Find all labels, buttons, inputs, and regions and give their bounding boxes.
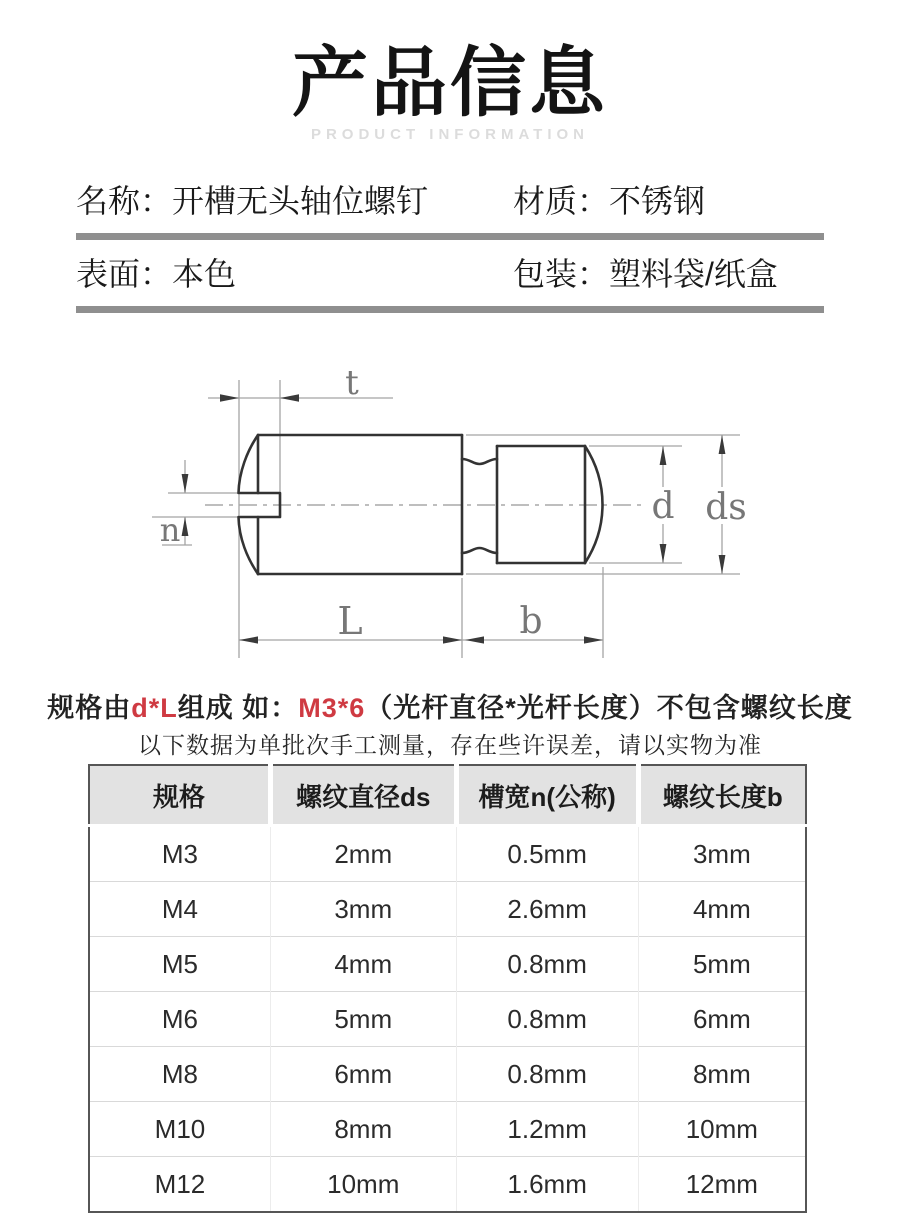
cell-n: 0.5mm <box>456 826 638 882</box>
cell-ds: 8mm <box>270 1102 456 1157</box>
cell-b: 6mm <box>638 992 806 1047</box>
column-header-thread-diameter: 螺纹直径ds <box>270 765 456 826</box>
attribute-value: 开槽无头轴位螺钉 <box>172 183 429 219</box>
table-row <box>89 1047 806 1102</box>
page-title: 产品信息 <box>292 41 608 126</box>
spec-note-highlight: M3*6 <box>298 693 366 723</box>
spec-note-highlight: d*L <box>131 693 178 723</box>
page-subtitle: PRODUCT INFORMATION <box>310 126 590 143</box>
cell-b: 5mm <box>638 937 806 992</box>
cell-b: 10mm <box>638 1102 806 1157</box>
cell-n: 0.8mm <box>456 937 638 992</box>
cell-ds: 3mm <box>270 882 456 937</box>
cell-b: 8mm <box>638 1047 806 1102</box>
table-row <box>89 882 806 937</box>
attribute-label: 包装： <box>513 256 610 292</box>
attribute-value: 不锈钢 <box>609 183 706 219</box>
cell-spec: M10 <box>89 1102 270 1157</box>
label-ds: ds <box>705 487 747 528</box>
dimension-labels <box>160 363 747 643</box>
cell-ds: 4mm <box>270 937 456 992</box>
label-b: b <box>519 601 543 642</box>
label-L: L <box>337 599 363 643</box>
cell-spec: M5 <box>89 937 270 992</box>
spec-format-note <box>0 686 900 725</box>
attribute-name <box>76 183 513 219</box>
cell-n: 1.6mm <box>456 1157 638 1213</box>
cell-n: 0.8mm <box>456 992 638 1047</box>
cell-spec: M8 <box>89 1047 270 1102</box>
column-header-spec: 规格 <box>89 765 270 826</box>
attribute-material <box>513 183 824 219</box>
dimension-arrows <box>182 394 726 643</box>
attribute-value: 塑料袋/纸盒 <box>609 256 778 292</box>
column-header-slot-width: 槽宽n(公称) <box>456 765 638 826</box>
product-attributes <box>76 183 824 329</box>
cell-b: 12mm <box>638 1157 806 1213</box>
cell-spec: M6 <box>89 992 270 1047</box>
divider <box>76 233 824 240</box>
table-row <box>89 1102 806 1157</box>
cell-ds: 5mm <box>270 992 456 1047</box>
cell-n: 1.2mm <box>456 1102 638 1157</box>
cell-ds: 10mm <box>270 1157 456 1213</box>
divider <box>76 306 824 313</box>
table-row <box>89 992 806 1047</box>
attribute-label: 材质： <box>513 183 610 219</box>
cell-ds: 6mm <box>270 1047 456 1102</box>
screw-technical-drawing <box>130 350 810 665</box>
column-header-thread-length: 螺纹长度b <box>638 765 806 826</box>
cell-b: 3mm <box>638 826 806 882</box>
attribute-value: 本色 <box>172 256 237 292</box>
attribute-row-surface-packaging <box>76 256 824 292</box>
spec-table <box>88 764 807 1213</box>
label-d: d <box>651 486 675 527</box>
cell-spec: M3 <box>161 838 198 869</box>
header-row <box>89 765 806 826</box>
cell-spec: M12 <box>89 1157 270 1213</box>
cell-n: 2.6mm <box>456 882 638 937</box>
measurement-disclaimer: 以下数据为单批次手工测量，存在些许误差，请以实物为准 <box>138 732 762 758</box>
label-n: n <box>159 511 181 549</box>
table-row <box>89 826 806 882</box>
cell-ds: 2mm <box>270 826 456 882</box>
spec-table-header <box>89 765 806 826</box>
table-row <box>89 937 806 992</box>
attribute-label: 名称： <box>76 183 173 219</box>
spec-note-text: 组成 如： <box>177 693 299 723</box>
label-t: t <box>345 363 359 403</box>
table-row <box>89 1157 806 1213</box>
attribute-row-name-material <box>76 183 824 219</box>
attribute-packaging <box>513 256 824 292</box>
cell-spec: M4 <box>89 882 270 937</box>
spec-table-body <box>89 826 806 1213</box>
spec-note-text: 规格由 <box>47 693 132 723</box>
spec-note-text: （光杆直径*光杆长度）不包含螺纹长度 <box>365 693 853 723</box>
cell-n: 0.8mm <box>456 1047 638 1102</box>
attribute-surface <box>76 256 513 292</box>
attribute-label: 表面： <box>76 256 173 292</box>
cell-b: 4mm <box>638 882 806 937</box>
